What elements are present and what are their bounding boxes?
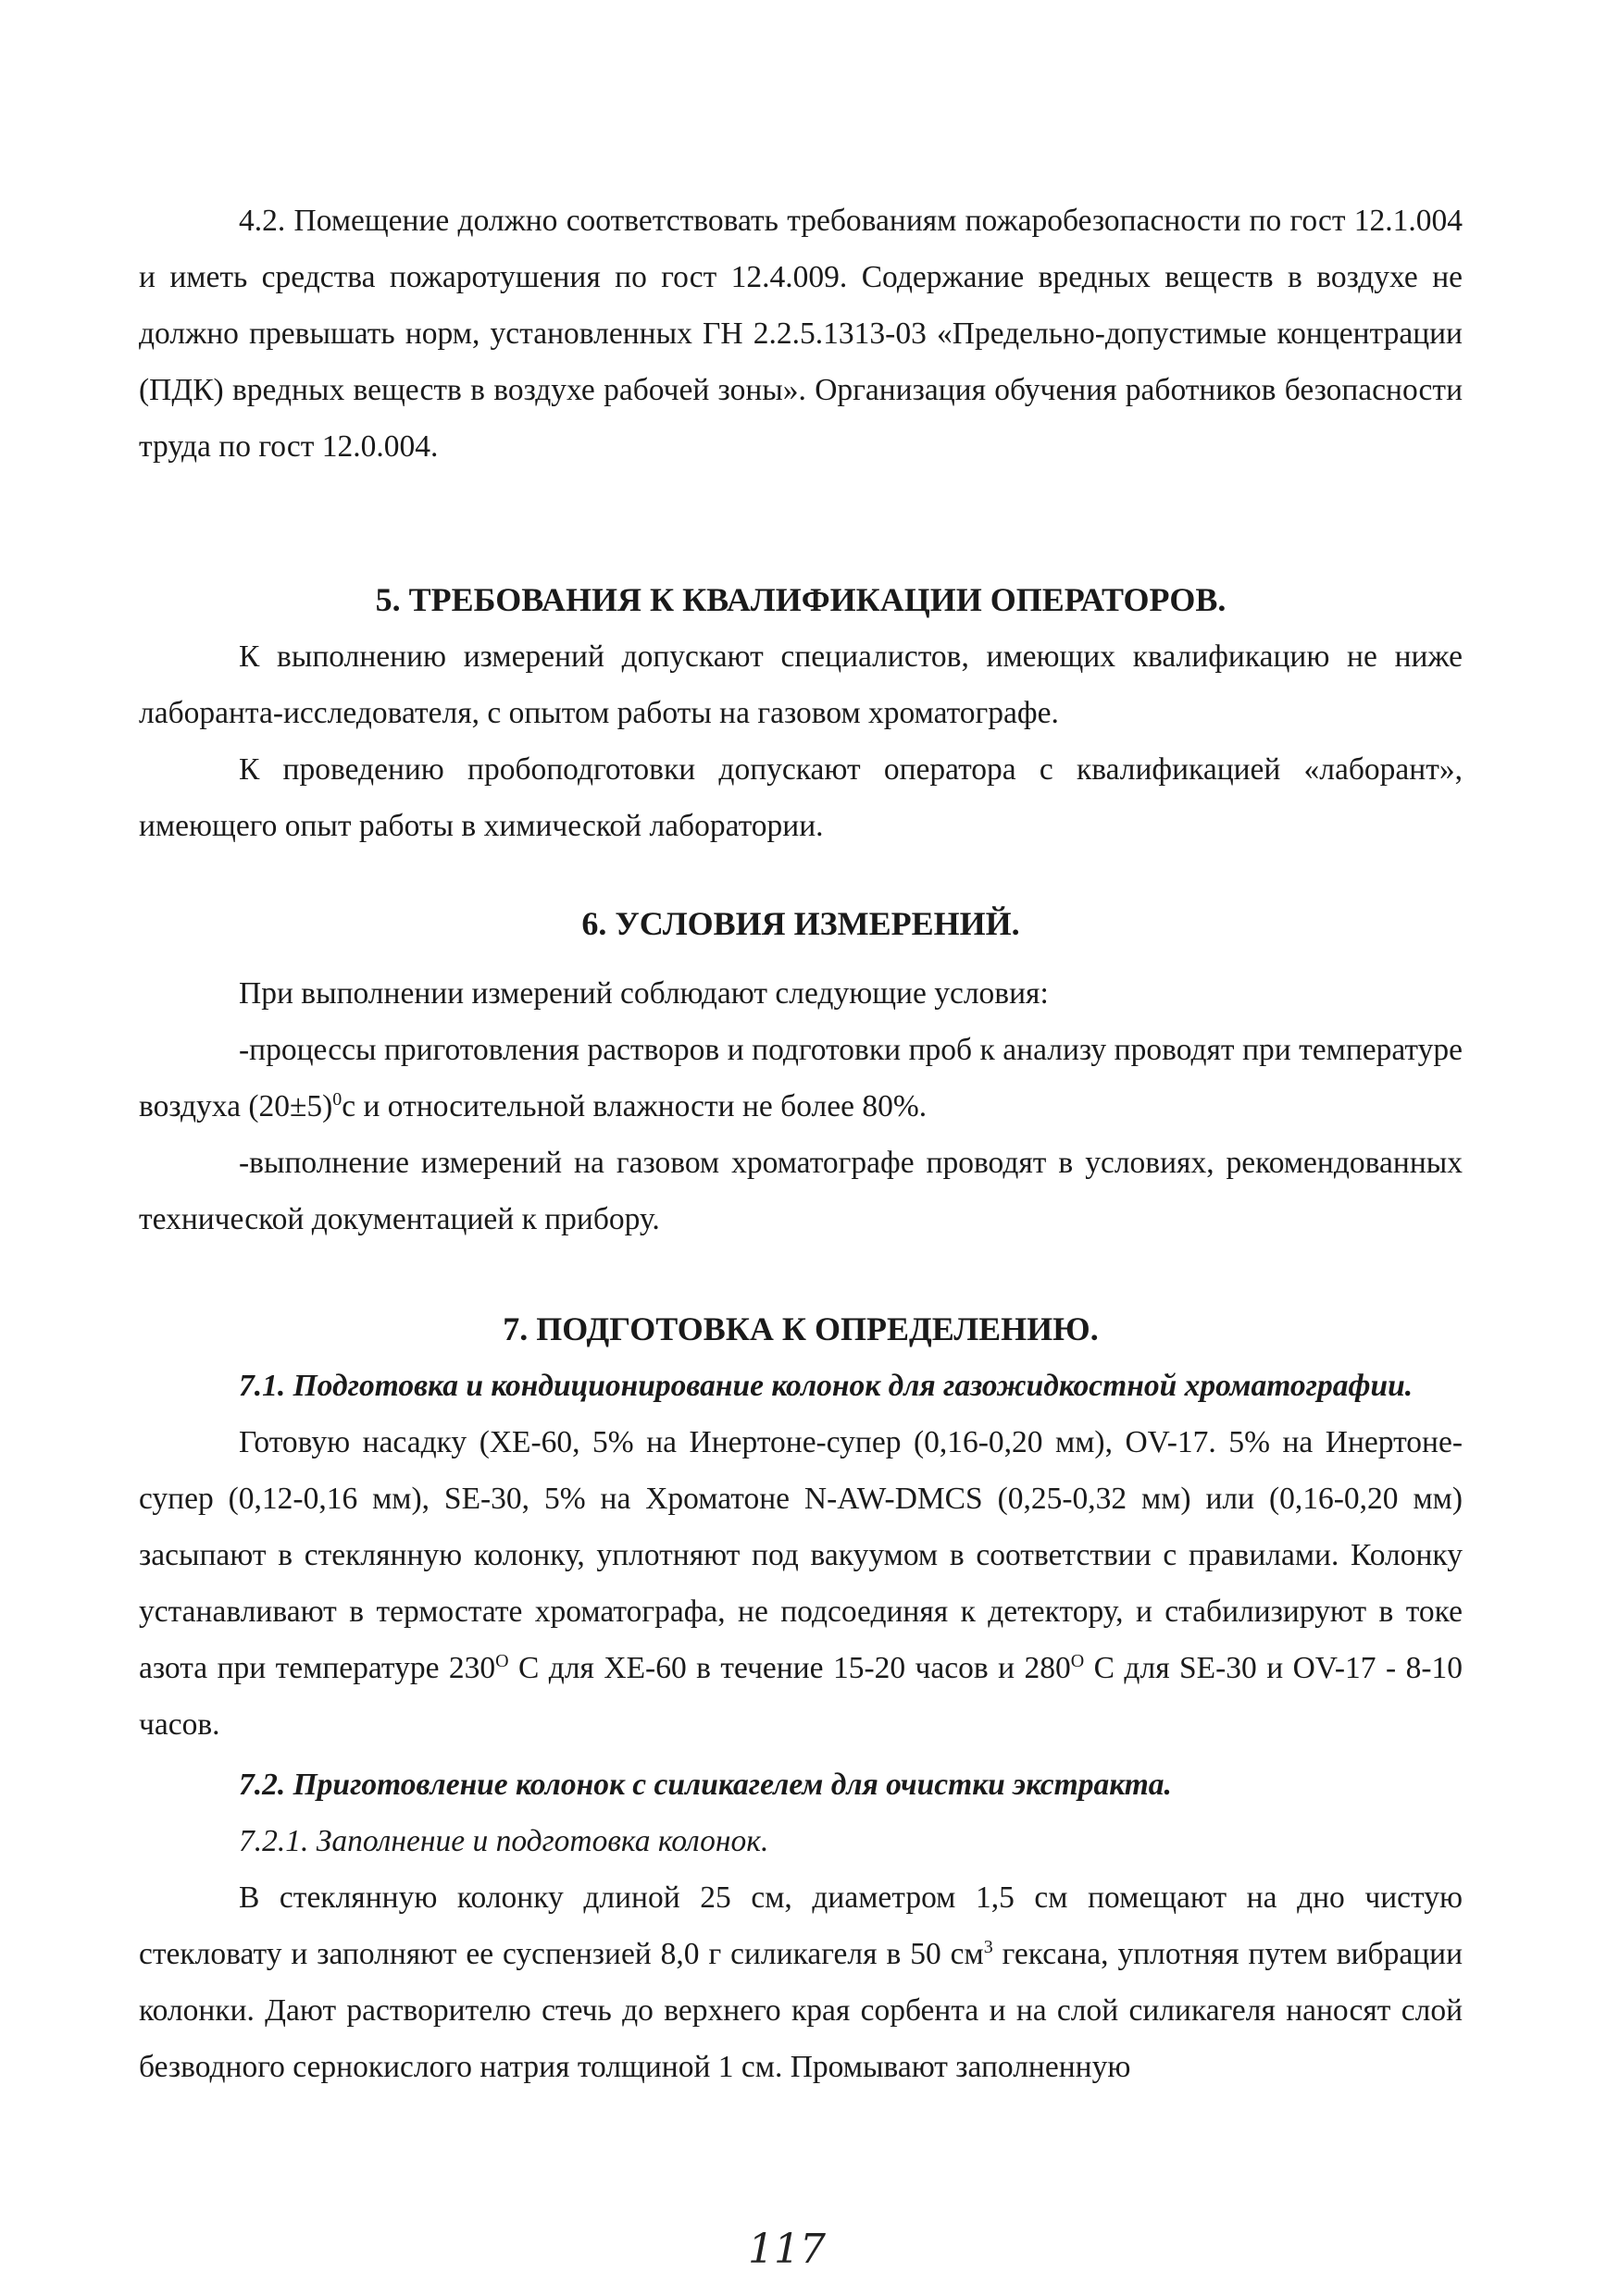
paragraph-5-1: К выполнению измерений допускают специалистов, имеющих квалификацию не ниже лаборанта-исследователя, с опытом работы на газовом хроматографе. (139, 639, 1463, 730)
section-5-block (139, 572, 1463, 854)
paragraph-6-2 (139, 1022, 1463, 1135)
paragraph-7-1-text-end: С для SE-30 и OV-17 - 8-10 часов. (139, 1651, 1463, 1742)
degree-superscript-1: О (495, 1650, 509, 1671)
section-4-block (139, 192, 1463, 475)
subheading-7-1: 7.1. Подготовка и кондиционирование колонок для газожидкостной хроматографии. (239, 1369, 1414, 1403)
page-number: 117 (748, 2226, 826, 2273)
paragraph-5-2: К проведению пробоподготовки допускают оператора с квалификацией «лаборант», имеющего опыт работы в химической лаборатории. (139, 752, 1463, 843)
degree-superscript: 0 (332, 1088, 342, 1110)
paragraph-6-2-text: -процессы приготовления растворов и подготовки проб к анализу проводят при температуре воздуха (20±5) (139, 1033, 1463, 1123)
paragraph-6-2-text-end: с и относительной влажности не более 80%. (342, 1089, 928, 1123)
heading-section-7: 7. ПОДГОТОВКА К ОПРЕДЕЛЕНИЮ. (503, 1310, 1099, 1347)
subheading-7-2-1: 7.2.1. Заполнение и подготовка колонок. (239, 1824, 769, 1858)
paragraph-6-3: -выполнение измерений на газовом хроматографе проводят в условиях, рекомендованных технической документацией к прибору. (139, 1146, 1463, 1236)
degree-superscript-2: О (1070, 1650, 1085, 1671)
paragraph-7-1-text-mid: С для ХЕ-60 в течение 15-20 часов и 280 (508, 1651, 1071, 1685)
paragraph-7-2-1-text: В стеклянную колонку длиной 25 см, диаметром 1,5 см помещают на дно чистую стекловату и заполняют ее суспензией 8,0 г силикагеля в 50 см (139, 1880, 1463, 1971)
subheading-7-2: 7.2. Приготовление колонок с силикагелем для очистки экстракта. (239, 1768, 1172, 1802)
paragraph-7-2-1 (139, 1869, 1463, 2095)
heading-section-6: 6. УСЛОВИЯ ИЗМЕРЕНИЙ. (581, 905, 1020, 942)
paragraph-4-2: 4.2. Помещение должно соответствовать требованиям пожаробезопасности по гост 12.1.004 и иметь средства пожаротушения по гост 12.4.009. Содержание вредных веществ в воздухе не должно превышать норм, установленных ГН 2.2.5.1313-03 «Предельно-допустимые концентрации (ПДК) вредных веществ в воздухе рабочей зоны». Организация обучения работников безопасности труда по гост 12.0.004. (139, 204, 1463, 464)
paragraph-7-1-text: Готовую насадку (ХЕ-60, 5% на Инертоне-супер (0,16-0,20 мм), OV-17. 5% на Инертоне-супер (0,12-0,16 мм), SE-30, 5% на Хроматоне N-AW-DMCS (0,25-0,32 мм) или (0,16-0,20 мм) засыпают в стеклянную колонку, уплотняют под вакуумом в соответствии с правилами. Колонку устанавливают в термостате хроматографа, не подсоединяя к детектору, и стабилизируют в токе азота при температуре 230 (139, 1425, 1463, 1685)
section-7-block (139, 1301, 1463, 2095)
paragraph-6-1: При выполнении измерений соблюдают следующие условия: (239, 976, 1049, 1011)
cubic-superscript: 3 (983, 1936, 993, 1957)
paragraph-7-1 (139, 1414, 1463, 1753)
section-6-block (139, 896, 1463, 1247)
paragraph-7-2-1-text-end: гексана, уплотняя путем вибрации колонки. Дают растворителю стечь до верхнего края сорбента и на слой силикагеля наносят слой безводного сернокислого натрия толщиной 1 см. Промывают заполненную (139, 1937, 1463, 2084)
heading-section-5: 5. ТРЕБОВАНИЯ К КВАЛИФИКАЦИИ ОПЕРАТОРОВ. (375, 581, 1227, 618)
